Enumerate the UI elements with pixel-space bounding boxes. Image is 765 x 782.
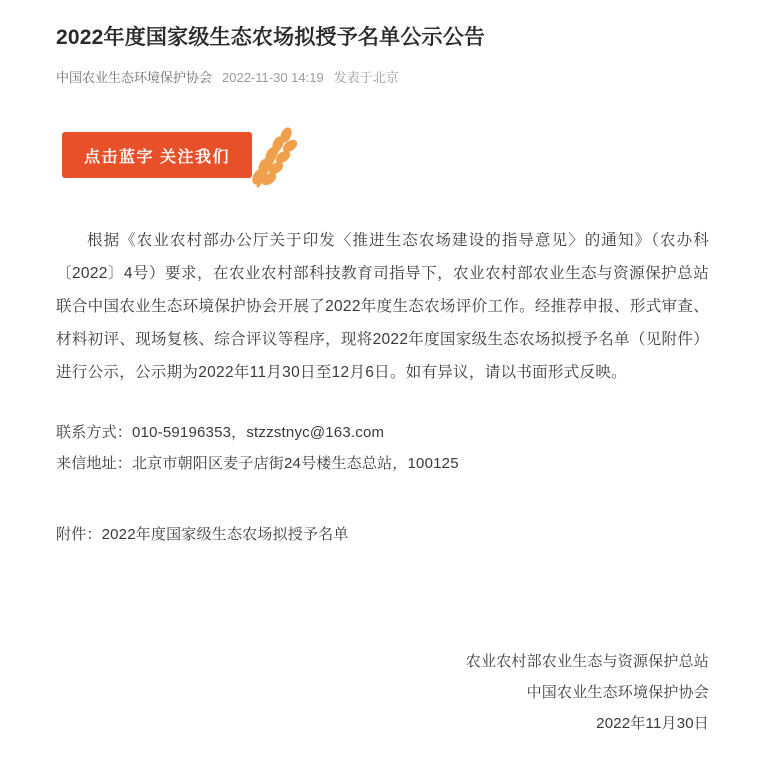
follow-banner-box[interactable] — [62, 132, 252, 178]
page-title: 2022年度国家级生态农场拟授予名单公示公告 — [56, 26, 486, 49]
contact-block — [56, 417, 709, 479]
follow-banner-label: 点击蓝字 关注我们 — [84, 148, 230, 166]
body-paragraph: 根据《农业农村部办公厅关于印发〈推进生态农场建设的指导意见〉的通知》（农办科〔2022〕4号）要求，在农业农村部科技教育司指导下，农业农村部农业生态与资源保护总站联合中国农业生态环境保护协会开展了2022年度生态农场评价工作。经推荐申报、形式审查、材料初评、现场复核、综合评议等程序，现将2022年度国家级生态农场拟授予名单（见附件）进行公示，公示期为2022年11月30日至12月6日。如有异议，请以书面形式反映。 — [56, 232, 709, 381]
article-meta — [56, 68, 709, 88]
article-source[interactable]: 中国农业生态环境保护协会 — [56, 70, 213, 85]
article-datetime: 2022-11-30 14:19 — [222, 70, 324, 85]
follow-banner[interactable] — [56, 126, 709, 198]
signature-org-2: 中国农业生态环境保护协会 — [526, 684, 709, 701]
signature-date: 2022年11月30日 — [596, 715, 709, 732]
signature-org-1: 农业农村部农业生态与资源保护总站 — [465, 653, 709, 670]
contact-address-line: 来信地址：北京市朝阳区麦子店街24号楼生态总站，100125 — [56, 455, 459, 472]
contact-phone-line: 联系方式：010-59196353，stzzstnyc@163.com — [56, 424, 385, 441]
attachment-line[interactable]: 附件：2022年度国家级生态农场拟授予名单 — [56, 526, 349, 543]
signature-block — [56, 646, 709, 739]
article-location: 发表于北京 — [333, 70, 399, 85]
